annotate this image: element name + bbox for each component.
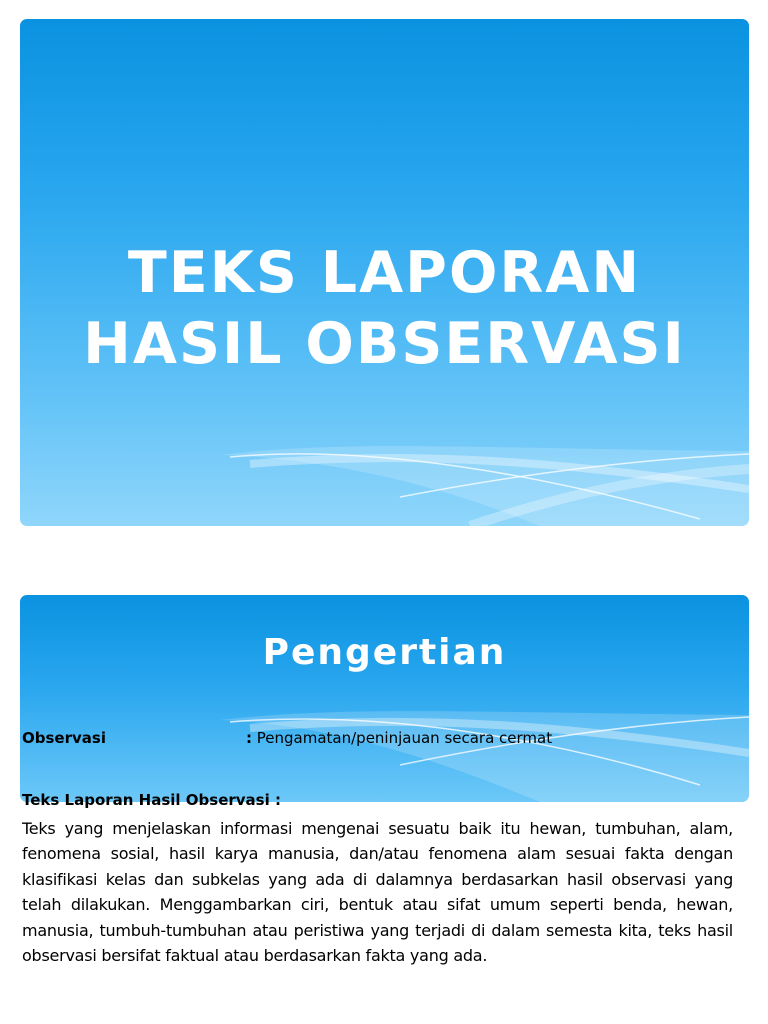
definition-content <box>22 726 733 966</box>
teks-laporan-definition: Teks yang menjelaskan informasi mengenai sesuatu baik itu hewan, tumbuhan, alam, fenomena sosial, hasil karya manusia, dan/atau fenomena alam sesuai fakta dengan klasifikasi kelas dan subkelas yang ada di dalamnya berdasarkan hasil observasi yang telah dilakukan. Menggambarkan ciri, bentuk atau sifat umum seperti benda, hewan, manusia, tumbuh-tumbuhan atau peristiwa yang terjadi di dalam semesta kita, teks hasil observasi bersifat faktual atau berdasarkan fakta yang ada. <box>22 819 733 966</box>
title-slide <box>20 19 749 526</box>
observasi-row <box>22 726 733 750</box>
section-title: Pengertian <box>262 632 507 673</box>
main-title <box>20 238 749 380</box>
observasi-colon: : <box>246 729 252 747</box>
main-title-line-1: TEKS LAPORAN <box>127 240 642 306</box>
wave-decoration <box>20 595 749 802</box>
main-title-line-2: HASIL OBSERVASI <box>83 311 686 377</box>
teks-laporan-heading: Teks Laporan Hasil Observasi : <box>22 791 281 809</box>
observasi-definition-wrapper <box>246 726 552 750</box>
definition-slide <box>20 595 749 802</box>
observasi-term: Observasi <box>22 729 106 747</box>
observasi-definition: Pengamatan/peninjauan secara cermat <box>256 729 553 747</box>
